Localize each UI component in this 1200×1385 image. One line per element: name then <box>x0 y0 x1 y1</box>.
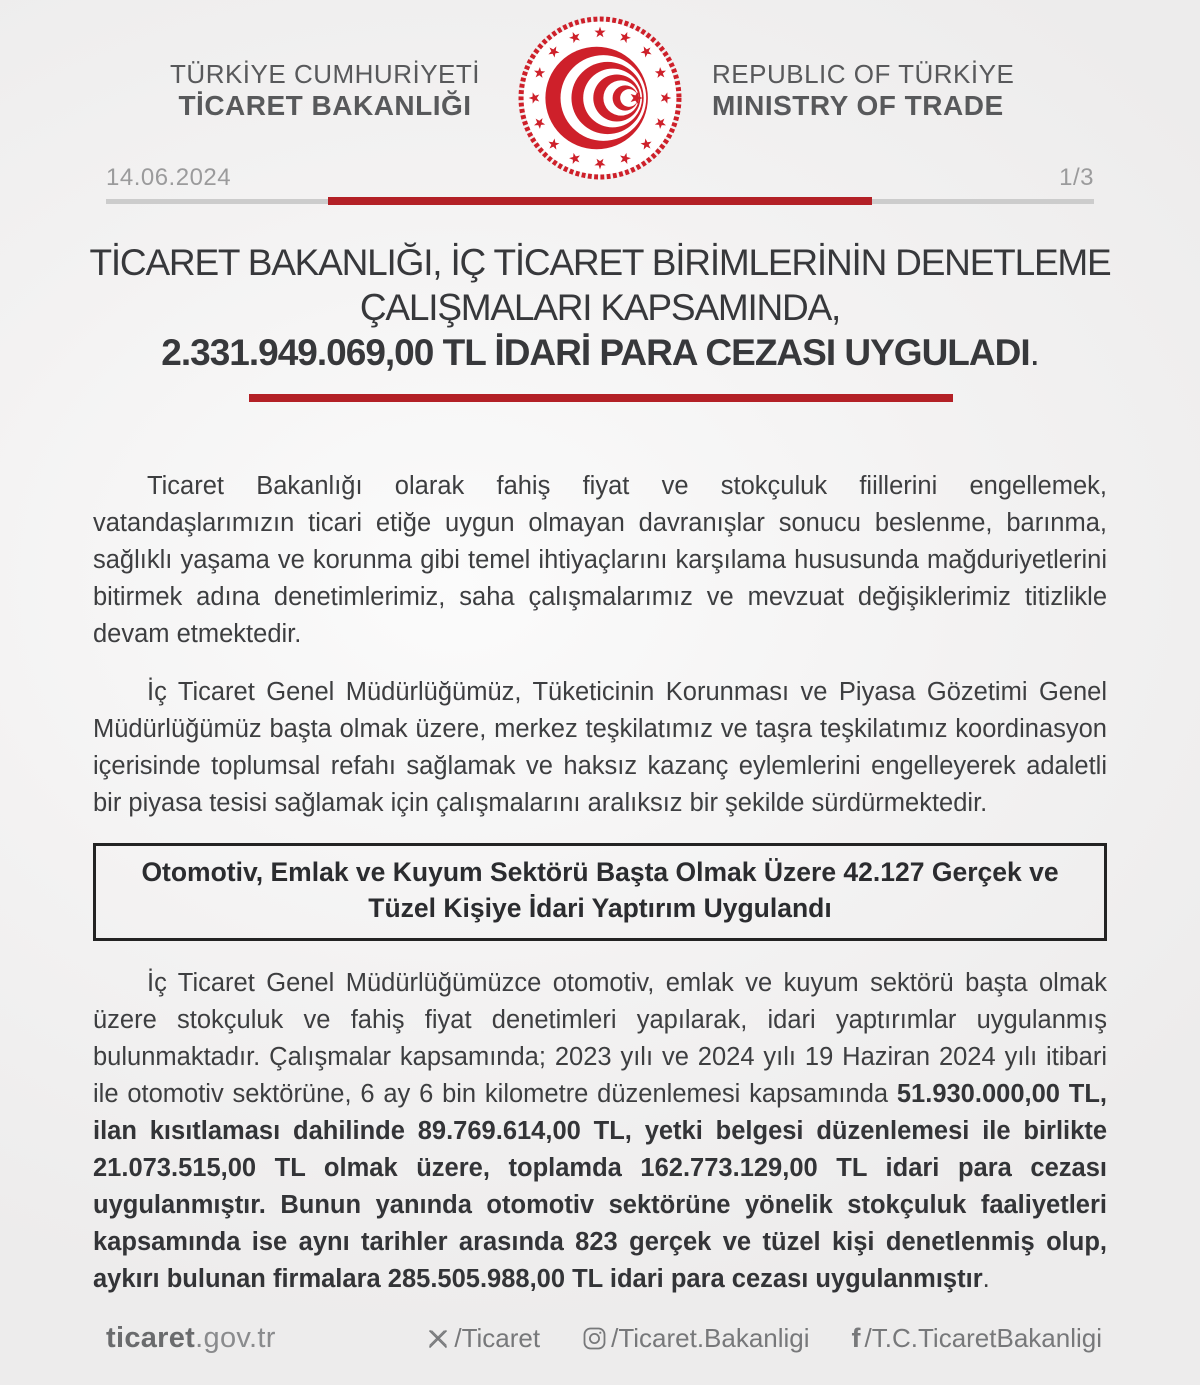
meta-row <box>106 164 1094 192</box>
footer <box>106 1322 1102 1355</box>
x-icon <box>426 1327 450 1351</box>
social-handle-facebook: /T.C.TicaretBakanligi <box>864 1323 1102 1353</box>
body-content <box>93 468 1107 1319</box>
social-link-x[interactable] <box>426 1323 540 1354</box>
header-divider <box>106 197 1094 205</box>
ministry-name-english <box>712 60 1014 122</box>
paragraph-3-regular: İç Ticaret Genel Müdürlüğümüzce otomotiv, emlak ve kuyum sektörü başta olmak üzere stokçuluk ve fahiş fiyat denetimleri yapılarak, idari yaptırımlar uygulanmış bulunmaktadır. Çalışmalar kapsamında; 2023 yılı ve 2024 yılı 19 Haziran 2024 yılı itibari ile otomotiv sektörüne, 6 ay 6 bin kilometre düzenlemesi kapsamında <box>93 969 1107 1108</box>
paragraph-3-period: . <box>982 1265 990 1293</box>
social-links <box>426 1323 1102 1354</box>
ministry-name-tr-line2: TİCARET BAKANLIĞI <box>178 89 472 121</box>
highlight-box-text: Otomotiv, Emlak ve Kuyum Sektörü Başta Olmak Üzere 42.127 Gerçek ve Tüzel Kişiye İdari Yaptırım Uygulandı <box>141 857 1059 923</box>
paragraph-3 <box>93 965 1107 1298</box>
website-bold-part: ticaret <box>106 1322 196 1354</box>
paragraph-1: Ticaret Bakanlığı olarak fahiş fiyat ve stokçuluk fiillerini engellemek, vatandaşlarımızın ticari etiğe uygun olmayan davranışlar sonucu beslenme, barınma, sağlıklı yaşama ve korunma gibi temel ihtiyaçlarını karşılama hususunda mağduriyetlerini bitirmek adına denetimlerimiz, saha çalışmalarımız ve mevzuat değişiklerimiz titizlikle devam etmektedir. <box>93 472 1107 648</box>
website-link[interactable] <box>106 1322 276 1355</box>
title-line1: TİCARET BAKANLIĞI, İÇ TİCARET BİRİMLERİNİN DENETLEME <box>89 242 1111 283</box>
divider-gray-left <box>106 199 328 204</box>
website-rest-part: .gov.tr <box>195 1322 276 1354</box>
facebook-icon: f <box>851 1323 861 1353</box>
instagram-icon <box>582 1326 607 1351</box>
social-link-facebook[interactable] <box>852 1323 1102 1354</box>
ministry-name-turkish <box>170 60 480 122</box>
divider-gray-right <box>872 199 1094 204</box>
document-date: 14.06.2024 <box>106 164 232 191</box>
paragraph-3-bold: 51.930.000,00 TL, ilan kısıtlaması dahilinde 89.769.614,00 TL, yetki belgesi düzenlemesi ile birlikte 21.073.515,00 TL olmak üzere, toplamda 162.773.129,00 TL idari para cezası uygulanmıştır. Bunun yanında otomotiv sektörüne yönelik stokçuluk faaliyetleri kapsamında ise aynı tarihler arasında 823 gerçek ve tüzel kişi denetlenmiş olup, aykırı bulunan firmalara 285.505.988,00 TL idari para cezası uygulanmıştır <box>93 1080 1107 1293</box>
highlight-box <box>93 843 1107 941</box>
social-link-instagram[interactable] <box>582 1323 809 1354</box>
title-underline-bar <box>249 394 953 402</box>
ministry-name-en-line2: MINISTRY OF TRADE <box>712 89 1004 121</box>
paragraph-2: İç Ticaret Genel Müdürlüğümüz, Tüketicinin Korunması ve Piyasa Gözetimi Genel Müdürlüğümüz başta olmak üzere, merkez teşkilatımız ve taşra teşkilatımız koordinasyon içerisinde toplumsal refahı sağlamak ve haksız kazanç eylemlerini engelleyerek adaletli bir piyasa tesisi sağlamak için çalışmalarını aralıksız bir şekilde sürdürmektedir. <box>93 678 1107 817</box>
title-period: . <box>1029 332 1039 373</box>
page-number: 1/3 <box>1059 164 1094 191</box>
ministry-name-en-line1: REPUBLIC OF TÜRKİYE <box>712 59 1015 89</box>
social-handle-x: /Ticaret <box>454 1323 541 1353</box>
title-line3 <box>40 330 1160 375</box>
title-line2: ÇALIŞMALARI KAPSAMINDA, <box>359 287 841 328</box>
ministry-of-trade-emblem-icon <box>516 14 684 182</box>
ministry-name-tr-line1: TÜRKİYE CUMHURİYETİ <box>170 59 480 89</box>
social-handle-instagram: /Ticaret.Bakanligi <box>611 1323 810 1353</box>
divider-red-center <box>328 197 871 205</box>
title-amount: 2.331.949.069,00 TL İDARİ PARA CEZASI UYGULADI <box>161 332 1030 373</box>
page-title <box>40 240 1160 375</box>
